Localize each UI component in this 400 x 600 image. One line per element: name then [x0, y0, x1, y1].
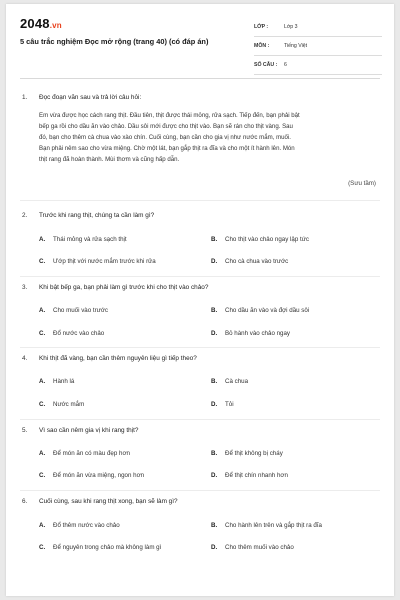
question-number: 2. [22, 212, 28, 219]
question-divider [20, 347, 380, 348]
meta-label: SỐ CÂU : [254, 62, 278, 68]
passage-source: (Sưu tầm) [348, 180, 376, 187]
document-title: 5 câu trắc nghiệm Đọc mở rộng (trang 40) (có đáp án) [20, 37, 209, 46]
option-d[interactable]: D. Cho thêm muối vào chảo [211, 544, 294, 551]
meta-table [254, 18, 382, 75]
meta-row-grade [254, 18, 382, 37]
question-text: Đọc đoạn văn sau và trả lời câu hỏi: [39, 94, 142, 101]
option-a[interactable]: A. Hành lá [39, 378, 75, 385]
question-number: 6. [22, 498, 28, 505]
meta-label: MÔN : [254, 43, 270, 49]
worksheet-header [6, 4, 394, 74]
option-b[interactable]: B. Cà chua [211, 378, 249, 385]
passage-line: Bạn phải nêm sao cho vừa miệng. Chờ một lát, bạn gắp thịt ra đĩa và cho một ít hành lên. Món [39, 145, 295, 152]
option-c[interactable]: C. Để nguyên trong chảo mà không làm gì [39, 544, 162, 551]
header-divider [20, 78, 380, 79]
question-number: 4. [22, 355, 28, 362]
option-b[interactable]: B. Cho hành lên trên và gắp thịt ra đĩa [211, 522, 323, 529]
question-text: Khi thịt đã vàng, bạn cần thêm nguyên liệu gì tiếp theo? [39, 355, 197, 362]
passage-line: thịt rang đã hoàn thành. Mùi thơm và cũng hấp dẫn. [39, 156, 180, 163]
option-a[interactable]: A. Thái mỏng và rửa sạch thịt [39, 236, 127, 243]
meta-row-subject [254, 37, 382, 56]
worksheet-page [6, 4, 394, 596]
reading-passage [39, 110, 369, 165]
question-number: 1. [22, 94, 28, 101]
meta-row-count [254, 56, 382, 75]
question-number: 5. [22, 427, 28, 434]
passage-line: Em vừa được học cách rang thịt. Đầu tiên, thịt được thái mỏng, rửa sạch. Tiếp đến, bạn phải bật [39, 112, 300, 119]
option-c[interactable]: C. Ướp thịt với nước mắm trước khi rửa [39, 258, 156, 265]
meta-value: 6 [284, 62, 287, 68]
option-b[interactable]: B. Cho dầu ăn vào và đợi dầu sôi [211, 307, 310, 314]
meta-value: Tiếng Việt [284, 43, 308, 49]
option-a[interactable]: A. Cho muối vào trước [39, 307, 108, 314]
question-number: 3. [22, 284, 28, 291]
question-text: Trước khi rang thịt, chúng ta cần làm gì? [39, 212, 155, 219]
meta-label: LỚP : [254, 24, 269, 30]
meta-value: Lớp 3 [284, 24, 298, 30]
option-c[interactable]: C. Đổ nước vào chảo [39, 330, 105, 337]
passage-line: đó, bạn cho thêm cà chua vào xào chín. Cuối cùng, bạn cần cho gia vị như nước mắm, muối. [39, 134, 291, 141]
option-c[interactable]: C. Để món ăn vừa miệng, ngon hơn [39, 472, 145, 479]
option-d[interactable]: D. Cho cà chua vào trước [211, 258, 289, 265]
option-b[interactable]: B. Để thịt không bị cháy [211, 450, 283, 457]
question-divider [20, 490, 380, 491]
question-text: Vì sao cần nêm gia vị khi rang thịt? [39, 427, 139, 434]
logo-tld: .vn [49, 21, 62, 30]
question-divider [20, 419, 380, 420]
question-text: Cuối cùng, sau khi rang thịt xong, bạn sẽ làm gì? [39, 498, 178, 505]
option-a[interactable]: A. Đổ thêm nước vào chảo [39, 522, 120, 529]
option-b[interactable]: B. Cho thịt vào chảo ngay lập tức [211, 236, 309, 243]
question-divider [20, 200, 380, 201]
question-divider [20, 276, 380, 277]
logo-main: 2048 [20, 16, 50, 31]
passage-line: bếp ga rồi cho dầu ăn vào chảo. Dầu sôi mới được cho thịt vào. Bạn sẽ rán cho thịt vàng. Sau [39, 123, 293, 130]
option-d[interactable]: D. Tỏi [211, 401, 234, 408]
site-logo[interactable] [20, 16, 62, 31]
option-d[interactable]: D. Để thịt chín nhanh hơn [211, 472, 288, 479]
option-a[interactable]: A. Để món ăn có màu đẹp hơn [39, 450, 130, 457]
option-c[interactable]: C. Nước mắm [39, 401, 85, 408]
option-d[interactable]: D. Bỏ hành vào chảo ngay [211, 330, 291, 337]
question-text: Khi bật bếp ga, bạn phải làm gì trước khi cho thịt vào chảo? [39, 284, 209, 291]
